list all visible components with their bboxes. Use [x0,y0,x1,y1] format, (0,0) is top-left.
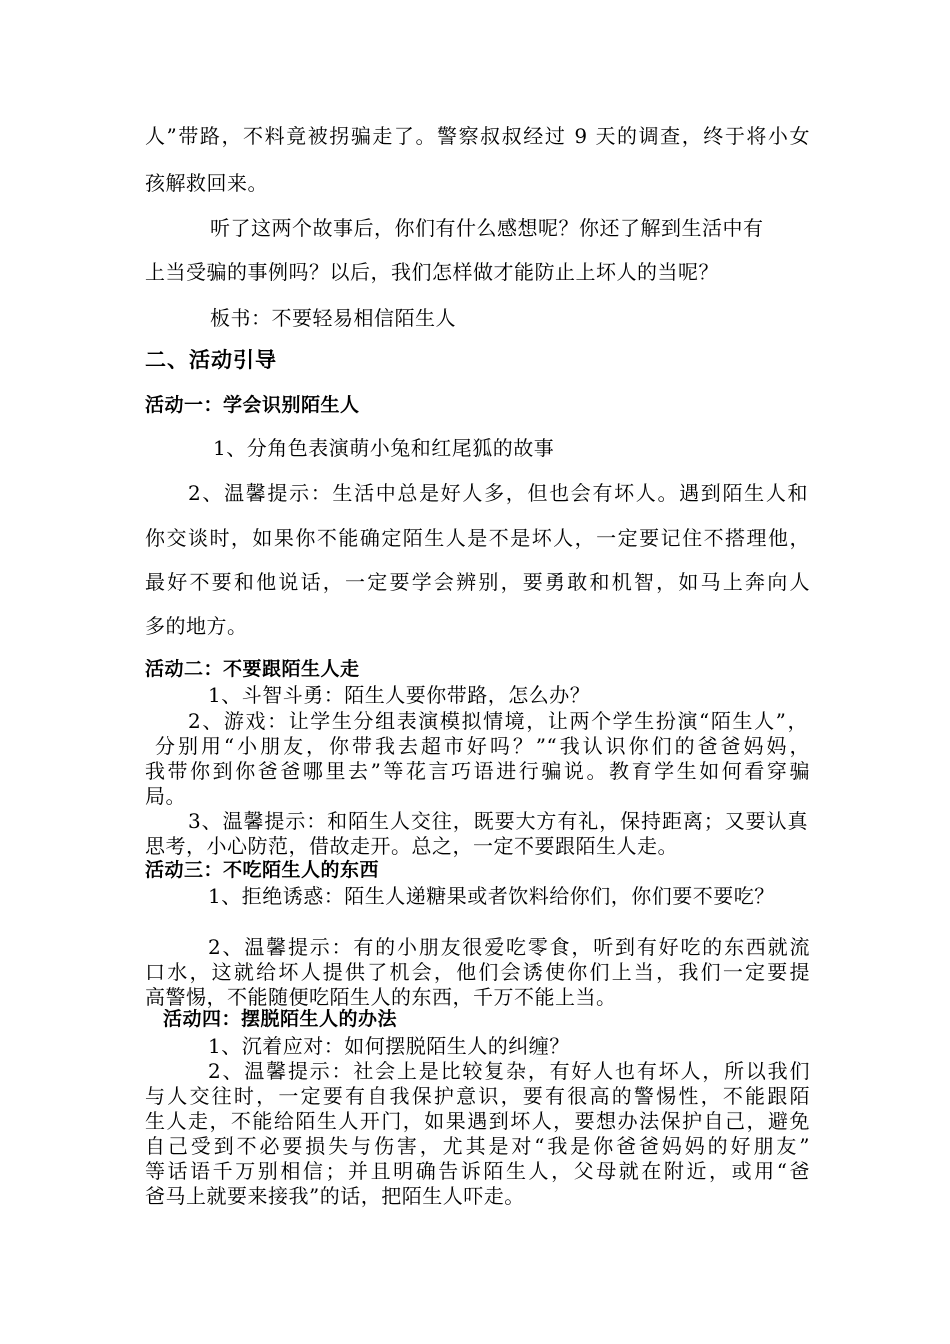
paragraph-line: 2、温馨提示：生活中总是好人多，但也会有坏人。遇到陌生人和 [188,481,808,505]
blackboard-note: 板书：不要轻易相信陌生人 [210,306,456,330]
paragraph-line: 分别用“小朋友，你带我去超市好吗？”“我认识你们的爸爸妈妈， [155,734,810,758]
paragraph-line: 1、沉着应对：如何摆脱陌生人的纠缠？ [208,1034,570,1058]
paragraph-line: 2、温馨提示：有的小朋友很爱吃零食，听到有好吃的东西就流 [208,935,810,959]
paragraph-line: 2、温馨提示：社会上是比较复杂，有好人也有坏人，所以我们 [208,1059,810,1083]
paragraph-line: 高警惕，不能随便吃陌生人的东西，千万不能上当。 [145,985,617,1009]
paragraph-line: 人”带路，不料竟被拐骗走了。警察叔叔经过 9 天的调查，终于将小女 [145,124,810,148]
paragraph-line: 自己受到不必要损失与伤害，尤其是对“我是你爸爸妈妈的好朋友” [145,1134,810,1158]
paragraph-line: 上当受骗的事例吗？以后，我们怎样做才能防止上坏人的当呢？ [145,260,719,284]
activity-heading: 活动四：摆脱陌生人的办法 [163,1008,398,1030]
activity-heading: 活动一：学会识别陌生人 [145,394,360,416]
paragraph-line: 2、游戏：让学生分组表演模拟情境，让两个学生扮演“陌生人”， [188,709,808,733]
paragraph-line: 与人交往时，一定要有自我保护意识，要有很高的警惕性，不能跟陌 [145,1084,810,1108]
paragraph-line: 1、分角色表演萌小兔和红尾狐的故事 [213,436,555,460]
paragraph-line: 爸马上就要来接我”的话，把陌生人吓走。 [145,1184,525,1208]
paragraph-line: 等话语千万别相信；并且明确告诉陌生人，父母就在附近，或用“爸 [145,1159,810,1183]
paragraph-line: 1、拒绝诱惑：陌生人递糖果或者饮料给你们，你们要不要吃？ [208,884,775,908]
paragraph-line: 口水，这就给坏人提供了机会，他们会诱使你们上当，我们一定要提 [145,960,810,984]
paragraph-line: 3、温馨提示：和陌生人交往，既要大方有礼，保持距离；又要认真 [188,809,808,833]
activity-heading: 活动二：不要跟陌生人走 [145,658,360,680]
paragraph-line: 生人走，不能给陌生人开门，如果遇到坏人，要想办法保护自己，避免 [145,1109,810,1133]
section-heading: 二、活动引导 [145,348,277,372]
paragraph-line: 1、斗智斗勇：陌生人要你带路，怎么办？ [208,683,591,707]
paragraph-line: 你交谈时，如果你不能确定陌生人是不是坏人，一定要记住不搭理他， [145,526,810,550]
activity-heading: 活动三：不吃陌生人的东西 [145,859,380,881]
paragraph-line: 思考，小心防范，借故走开。总之，一定不要跟陌生人走。 [145,834,678,858]
paragraph-line: 多的地方。 [145,614,248,638]
paragraph-line: 我带你到你爸爸哪里去”等花言巧语进行骗说。教育学生如何看穿骗 [145,759,810,783]
paragraph-line: 孩解救回来。 [145,171,268,195]
paragraph-line: 局。 [145,784,186,808]
paragraph-line: 最好不要和他说话，一定要学会辨别，要勇敢和机智，如马上奔向人 [145,570,810,594]
paragraph-line: 听了这两个故事后，你们有什么感想呢？你还了解到生活中有 [210,216,764,240]
